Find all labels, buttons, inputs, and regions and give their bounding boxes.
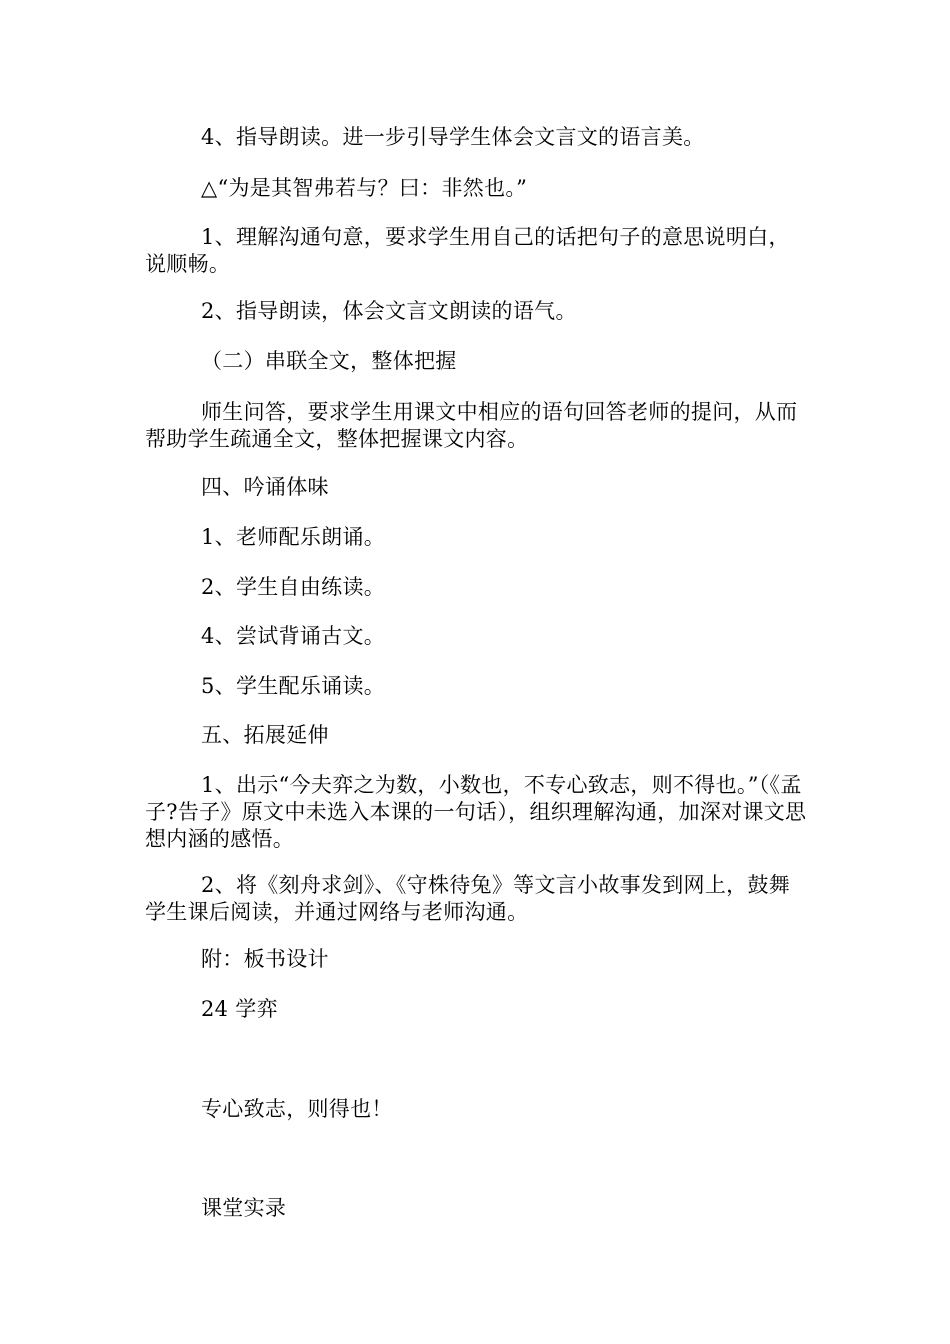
section-heading-recite: 四、吟诵体味 [201, 475, 329, 499]
board-design-heading: 附：板书设计 [201, 947, 329, 971]
classroom-record-heading: 课堂实录 [201, 1196, 287, 1220]
board-motto: 专心致志，则得也！ [201, 1097, 393, 1121]
list-item-teacher-reading: 1、老师配乐朗诵。 [201, 525, 386, 549]
paragraph-reading-tone: 2、指导朗读，体会文言文朗读的语气。 [201, 299, 577, 323]
section-heading-extension: 五、拓展延伸 [201, 723, 329, 747]
list-item-memorize: 4、尝试背诵古文。 [201, 624, 386, 648]
section-heading-whole-text: （二）串联全文，整体把握 [201, 349, 457, 373]
paragraph-online-stories: 2、将《刻舟求剑》、《守株待兔》等文言小故事发到网上，鼓舞学生课后阅读，并通过网络与老师沟通。 [145, 873, 791, 924]
paragraph-understand: 1、理解沟通句意，要求学生用自己的话把句子的意思说明白，说顺畅。 [145, 225, 790, 276]
paragraph-reading-guide: 4、指导朗读。进一步引导学生体会文言文的语言美。 [201, 125, 705, 149]
paragraph-mencius-quote: 1、出示“今夫弈之为数，小数也，不专心致志，则不得也。”（《孟子?告子》原文中未选入本课的一句话），组织理解沟通，加深对课文思想内涵的感悟。 [145, 773, 807, 851]
list-item-student-reading: 5、学生配乐诵读。 [201, 674, 386, 698]
paragraph-quote: △“为是其智弗若与？曰：非然也。” [201, 176, 528, 200]
list-item-free-practice: 2、学生自由练读。 [201, 575, 386, 599]
board-title: 24 学弈 [201, 997, 278, 1021]
paragraph-qa: 师生问答，要求学生用课文中相应的语句回答老师的提问，从而帮助学生疏通全文，整体把握课文内容。 [145, 400, 798, 451]
